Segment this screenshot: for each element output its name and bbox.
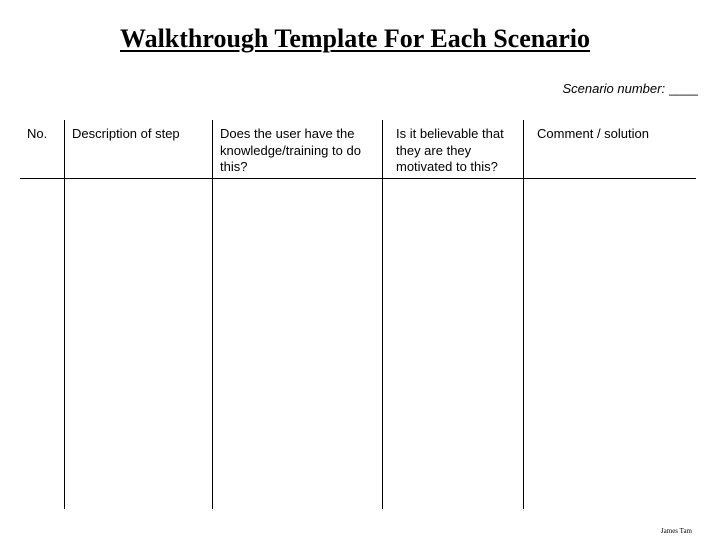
- column-divider: [523, 120, 524, 509]
- scenario-number-field: [562, 80, 698, 98]
- scenario-number-blank: ____: [669, 81, 698, 96]
- column-header-knowledge: Does the user have the knowledge/training to do this?: [220, 126, 361, 174]
- page-title: Walkthrough Template For Each Scenario: [120, 24, 590, 53]
- column-divider: [212, 120, 213, 509]
- column-header-motivation: Is it believable that they are they motivated to this?: [396, 126, 504, 174]
- column-header-description: Description of step: [72, 126, 180, 141]
- column-header-number: No.: [27, 126, 48, 141]
- scenario-number-label: Scenario number:: [562, 81, 666, 96]
- author-signature: James Tam: [660, 527, 692, 535]
- header-rule: [20, 178, 696, 179]
- column-header-comment: Comment / solution: [537, 126, 649, 141]
- column-divider: [382, 120, 383, 509]
- column-divider: [64, 120, 65, 509]
